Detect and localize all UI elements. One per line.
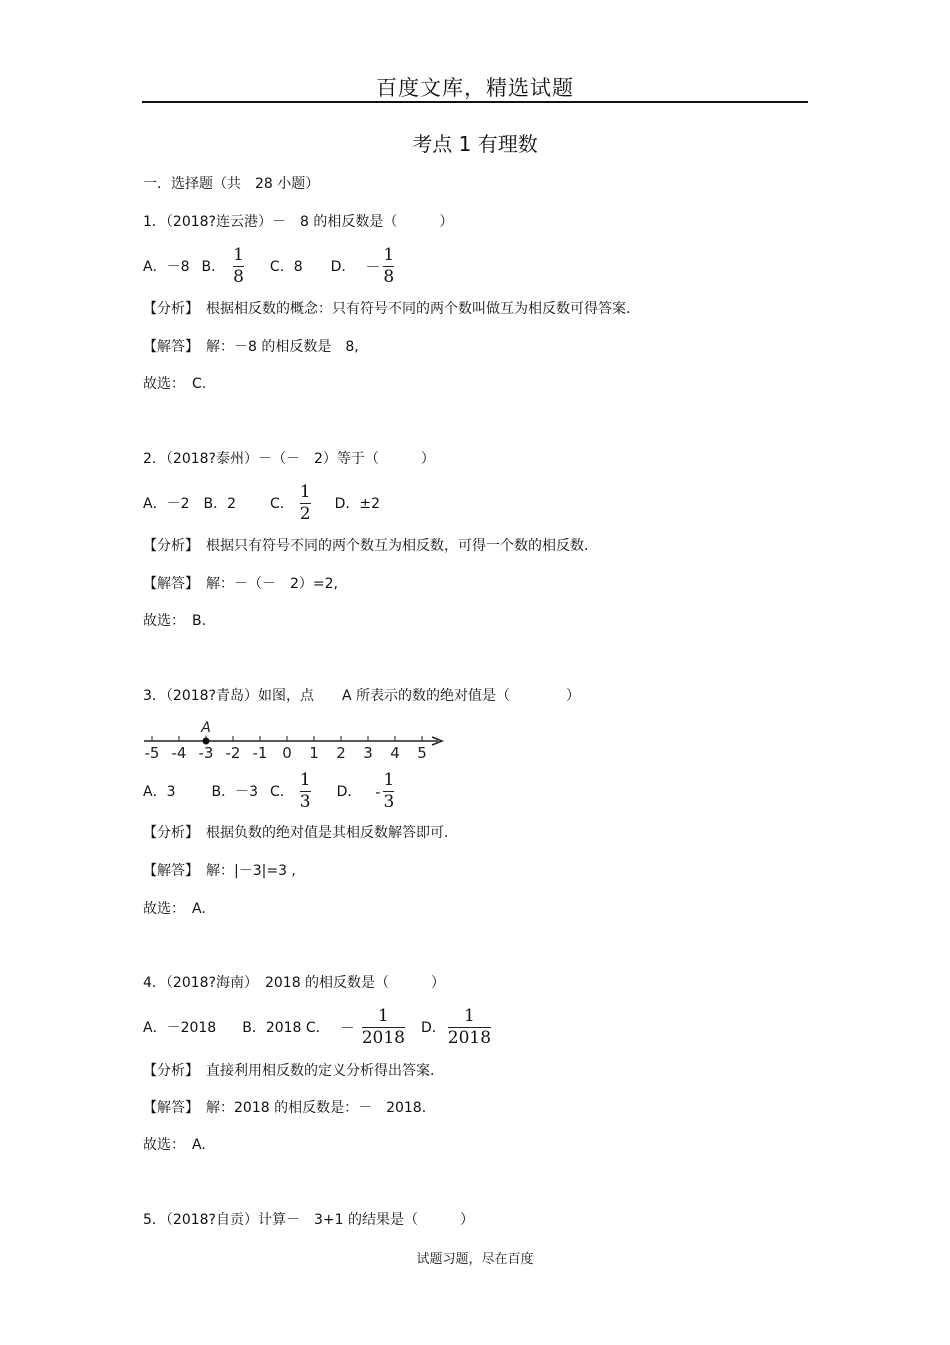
number-line-tick-label: 0 — [282, 744, 292, 762]
question-3-options — [143, 771, 394, 812]
number-line-tick-label: 2 — [336, 744, 346, 762]
question-5-stem: 5．（2018?自贡）计算－ 3+1 的结果是（ ） — [143, 1212, 474, 1228]
question-4-analysis: 【分析】 直接利用相反数的定义分析得出答案. — [143, 1063, 435, 1079]
option-d-label: D． — [420, 1019, 446, 1036]
option-b: B．2 — [203, 495, 236, 512]
question-1-stem: 1．（2018?连云港）－ 8 的相反数是（ ） — [143, 214, 454, 230]
fraction-numerator: 1 — [377, 1006, 389, 1026]
question-1-answer: 故选： C. — [143, 376, 207, 392]
question-3-answer: 故选： A. — [143, 901, 206, 917]
option-c-fraction — [300, 483, 311, 524]
section-heading: 一．选择题（共 28 小题） — [143, 176, 320, 192]
question-2-options — [143, 483, 380, 524]
number-line-tick-label: 4 — [390, 744, 400, 762]
question-1-analysis: 【分析】 根据相反数的概念：只有符号不同的两个数叫做互为相反数可得答案. — [143, 301, 631, 317]
number-line-tick-label: 3 — [363, 744, 373, 762]
option-d-sign: - — [375, 782, 381, 801]
question-2-analysis: 【分析】 根据只有符号不同的两个数互为相反数，可得一个数的相反数. — [143, 538, 589, 554]
fraction-numerator: 1 — [299, 770, 311, 790]
number-line-tick-label: -2 — [225, 744, 241, 762]
option-b: B．－3 — [211, 783, 258, 800]
fraction-numerator: 1 — [383, 245, 395, 265]
fraction-denominator: 8 — [383, 267, 395, 287]
number-line-tick-label: -5 — [144, 744, 160, 762]
option-a: A．－2018 — [143, 1019, 217, 1036]
fraction-denominator: 2018 — [447, 1028, 492, 1048]
fraction-denominator: 8 — [233, 267, 244, 287]
question-3-solution: 【解答】 解：|－3|=3 , — [143, 863, 296, 879]
fraction-denominator: 3 — [299, 792, 311, 812]
point-a-dot — [203, 738, 210, 745]
option-b-label: B． — [201, 258, 226, 275]
fraction-denominator: 3 — [383, 792, 395, 812]
question-3-stem: 3．（2018?青岛）如图，点 A 所表示的数的绝对值是（ ） — [143, 688, 580, 704]
option-d-label: D． — [336, 783, 362, 800]
option-c-fraction — [362, 1007, 405, 1048]
option-d: D．±2 — [334, 495, 381, 512]
page-footer: 试题习题，尽在百度 — [416, 1252, 534, 1267]
number-line-tick-label: -4 — [171, 744, 187, 762]
option-c-fraction — [300, 771, 311, 812]
option-c-sign: － — [339, 1018, 355, 1037]
question-3-analysis: 【分析】 根据负数的绝对值是其相反数解答即可. — [143, 825, 449, 841]
option-d-label: D． — [330, 258, 356, 275]
option-b: B．2018 C． — [242, 1019, 330, 1036]
question-1-solution: 【解答】 解：－8 的相反数是 8, — [143, 339, 359, 355]
question-2-solution: 【解答】 解：－（－ 2）=2, — [143, 576, 338, 592]
option-a: A．－8 — [143, 258, 190, 275]
fraction-denominator: 2018 — [361, 1028, 405, 1048]
question-4-answer: 故选： A. — [143, 1137, 206, 1153]
question-4-options — [143, 1007, 491, 1048]
number-line-tick-label: -3 — [198, 744, 214, 762]
option-c-label: C． — [270, 783, 294, 800]
fraction-numerator: 1 — [383, 770, 395, 790]
number-line-tick-label: -1 — [252, 744, 268, 762]
question-1-options — [143, 246, 394, 287]
page-header: 百度文库，精选试题 — [376, 76, 574, 100]
point-a-label: A — [201, 720, 211, 736]
page-title: 考点 1 有理数 — [412, 132, 538, 156]
fraction-numerator: 1 — [463, 1006, 475, 1026]
option-c-label: C． — [270, 495, 294, 512]
number-line-figure — [140, 714, 450, 764]
question-2-answer: 故选： B. — [143, 613, 207, 629]
header-rule — [142, 101, 808, 103]
option-a: A．3 — [143, 783, 176, 800]
number-line-tick-label: 5 — [417, 744, 427, 762]
fraction-denominator: 2 — [299, 504, 311, 524]
option-c: C．8 — [269, 258, 303, 275]
option-d-fraction — [448, 1007, 491, 1048]
question-4-stem: 4．（2018?海南） 2018 的相反数是（ ） — [143, 975, 446, 991]
option-d-fraction — [383, 771, 394, 812]
option-d-fraction — [383, 246, 394, 287]
question-4-solution: 【解答】 解：2018 的相反数是：－ 2018. — [143, 1100, 427, 1116]
fraction-numerator: 1 — [233, 245, 244, 265]
option-b-fraction — [233, 246, 244, 287]
fraction-numerator: 1 — [299, 482, 311, 502]
number-line-tick-label: 1 — [309, 744, 319, 762]
question-2-stem: 2．（2018?泰州）－（－ 2）等于（ ） — [143, 451, 435, 467]
option-d-sign: － — [365, 257, 381, 276]
option-a: A．－2 — [143, 495, 190, 512]
